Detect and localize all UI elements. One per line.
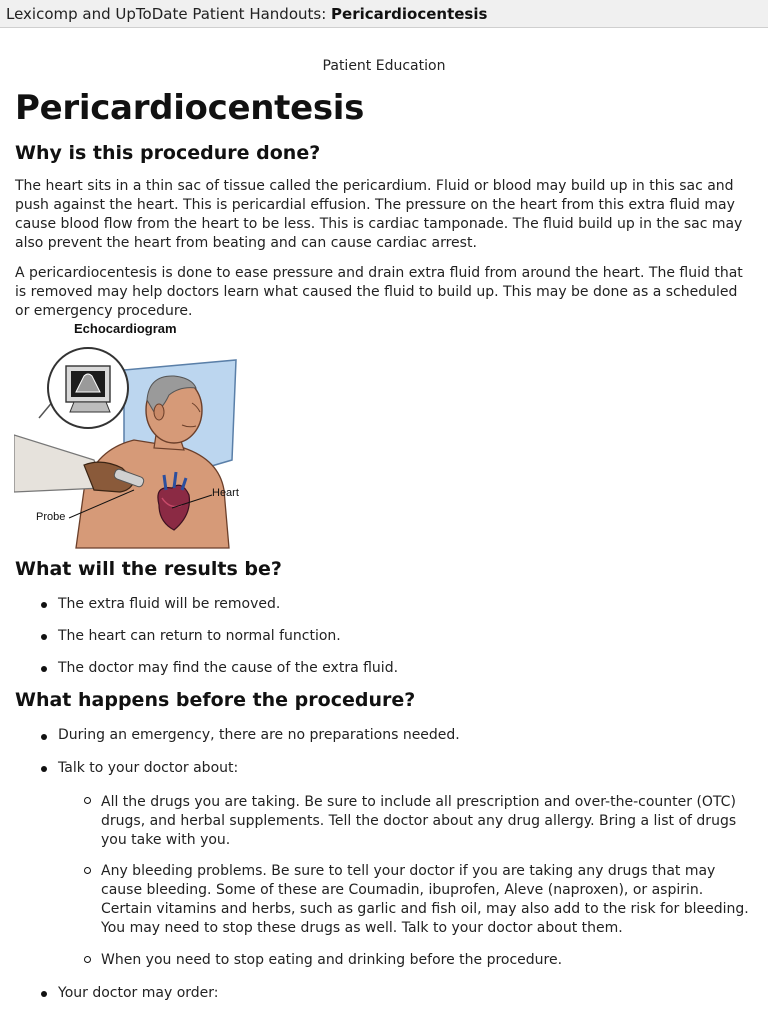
bullet-icon <box>41 766 47 772</box>
echocardiogram-illustration <box>14 340 254 550</box>
sub-bullet-icon <box>84 956 91 963</box>
heading-why: Why is this procedure done? <box>15 142 321 164</box>
bullet-icon <box>41 634 47 640</box>
bullet-icon <box>41 991 47 997</box>
list-item: The heart can return to normal function. <box>58 628 341 644</box>
window-title-bar <box>0 0 768 28</box>
sub-bullet-icon <box>84 867 91 874</box>
figure-label-heart: Heart <box>212 487 239 499</box>
section-label: Patient Education <box>322 58 446 74</box>
window-title-prefix: Lexicomp and UpToDate Patient Handouts: <box>6 5 332 23</box>
bullet-icon <box>41 602 47 608</box>
sub-list-item: When you need to stop eating and drinking before the procedure. <box>101 952 563 968</box>
heading-results: What will the results be? <box>15 558 282 580</box>
list-item: During an emergency, there are no preparations needed. <box>58 727 460 743</box>
figure-title: Echocardiogram <box>74 321 177 336</box>
bullet-icon <box>41 666 47 672</box>
figure-label-probe: Probe <box>36 511 66 523</box>
sub-list-item: All the drugs you are taking. Be sure to include all prescription and over-the-counter (OTC) drugs, and herbal supplements. Tell the doctor about any drug allergy. Bring a list of drugs you take with you. <box>101 794 737 848</box>
sub-bullet-icon <box>84 797 91 804</box>
heading-before: What happens before the procedure? <box>15 689 416 711</box>
sub-list-item: Any bleeding problems. Be sure to tell your doctor if you are taking any drugs that may cause bleeding. Some of these are Coumadin, ibuprofen, Aleve (naproxen), or aspirin. Certain vitamins and herbs, such as garlic and fish oil, may also add to the risk for bleeding. You may need to stop these drugs as well. Talk to your doctor about them. <box>101 863 749 936</box>
paragraph-why-1: The heart sits in a thin sac of tissue called the pericardium. Fluid or blood may build up in this sac and push against the heart. This is pericardial effusion. The pressure on the heart from this extra fluid may cause blood flow from the heart to be less. This is cardiac tamponade. The fluid build up in the sac may also prevent the heart from beating and can cause cardiac arrest. <box>15 178 743 251</box>
list-item: Talk to your doctor about: <box>58 760 239 776</box>
bullet-icon <box>41 734 47 740</box>
window-title-document: Pericardiocentesis <box>331 5 488 23</box>
list-item: Your doctor may order: <box>58 985 219 1001</box>
list-item: The doctor may find the cause of the extra fluid. <box>58 660 399 676</box>
list-item: The extra fluid will be removed. <box>58 596 281 612</box>
page-title: Pericardiocentesis <box>15 88 365 128</box>
paragraph-why-2: A pericardiocentesis is done to ease pressure and drain extra fluid from around the heart. The fluid that is removed may help doctors learn what caused the fluid to build up. This may be done as a scheduled or emergency procedure. <box>15 265 743 319</box>
